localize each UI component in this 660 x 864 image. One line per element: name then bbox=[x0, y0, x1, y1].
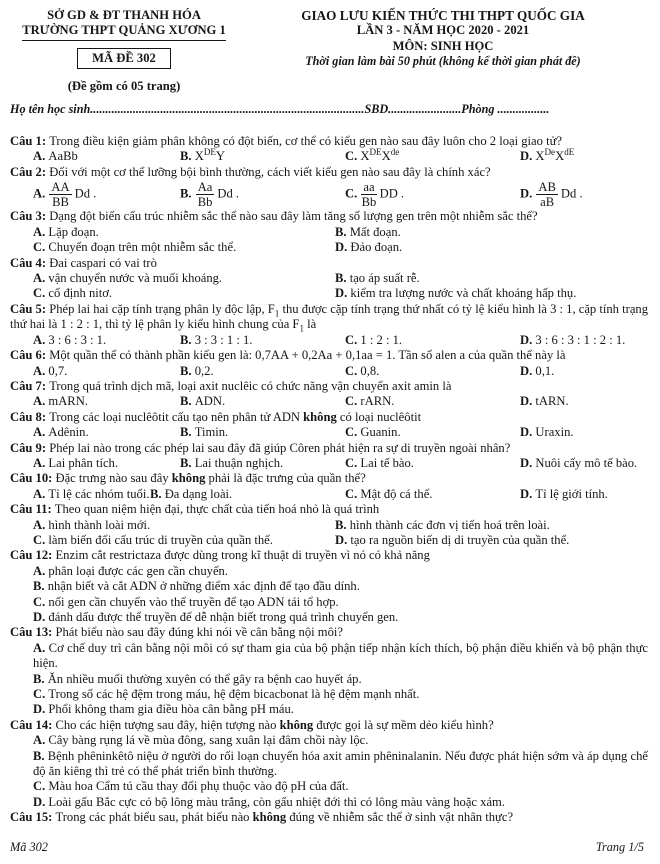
question-14 bbox=[10, 718, 648, 810]
header-left-block bbox=[10, 8, 238, 95]
exam-round: LẦN 3 - NĂM HỌC 2020 - 2021 bbox=[356, 23, 530, 38]
option-A: A. Cơ chế duy trì cân bằng nội môi có sự tham gia của bộ phận tiếp nhận kích thích, bộ phận điều khiển và bộ phận thực hiện. bbox=[33, 640, 648, 671]
answer-options bbox=[10, 487, 648, 502]
answer-options bbox=[10, 456, 648, 471]
option-C: C. XDEXde bbox=[345, 147, 400, 164]
genotype-fraction: $\frac{AA}{BB}$ bbox=[51, 180, 70, 210]
option-C: C. nối gen cần chuyển vào thể truyền để tạo ADN tái tổ hợp. bbox=[33, 594, 339, 609]
question-number: Câu 2: bbox=[10, 164, 50, 179]
option-D: D. kiểm tra lượng nước và chất khoáng hấp thụ. bbox=[335, 286, 577, 301]
option-letter: C. bbox=[345, 425, 361, 440]
question-15 bbox=[10, 810, 648, 825]
option-letter: C. bbox=[33, 532, 49, 547]
question-stem: Câu 3: Dạng đột biến cấu trúc nhiễm sắc thể nào sau đây làm tăng số lượng gen trên một nhiễm sắc thể? bbox=[10, 209, 538, 224]
option-letter: D. bbox=[520, 363, 536, 378]
question-stem: Câu 5: Phép lai hai cặp tính trạng phân ly độc lập, $F_1$ thu được cặp tính trạng thứ nhất có tỷ lệ kiểu hình là 3 : 1, cặp tính trạng thứ hai là 1 : 2 : 1, thì tỷ lệ phân ly kiểu hình chung của $F_1$ là bbox=[10, 301, 648, 334]
question-number: Câu 1: bbox=[10, 134, 50, 149]
option-B: B. Lai thuận nghịch. bbox=[180, 455, 284, 470]
genotype-fraction: $\frac{aa}{Bb}$ bbox=[361, 180, 377, 210]
page-footer bbox=[10, 840, 644, 855]
question-2 bbox=[10, 165, 648, 210]
option-letter: A. bbox=[33, 563, 49, 578]
question-number: Câu 3: bbox=[10, 209, 50, 224]
option-letter: D. bbox=[33, 794, 49, 809]
option-letter: B. bbox=[33, 579, 48, 594]
exam-code-box: MÃ ĐỀ 302 bbox=[77, 48, 171, 69]
option-letter: B. bbox=[335, 517, 350, 532]
question-number: Câu 15: bbox=[10, 810, 56, 825]
option-D: D. tạo ra nguồn biến dị di truyền của quần thể. bbox=[335, 532, 570, 547]
option-letter: D. bbox=[520, 332, 536, 347]
option-letter: C. bbox=[33, 687, 49, 702]
question-number: Câu 10: bbox=[10, 471, 56, 486]
option-D: D. 3 : 6 : 3 : 1 : 2 : 1. bbox=[520, 332, 626, 347]
question-stem: Câu 14: Cho các hiện tượng sau đây, hiện tượng nào không được gọi là sự mềm dẻo kiểu hình? bbox=[10, 717, 494, 732]
question-number: Câu 12: bbox=[10, 548, 56, 563]
question-11 bbox=[10, 502, 648, 548]
answer-options bbox=[10, 394, 648, 409]
question-stem: Câu 8: Trong các loại nuclêôtit cấu tạo nên phân tử ADN không có loại nuclêôtit bbox=[10, 409, 422, 424]
option-B: B. 3 : 3 : 1 : 1. bbox=[180, 332, 253, 347]
option-letter: A. bbox=[33, 640, 49, 655]
question-number: Câu 6: bbox=[10, 348, 50, 363]
question-7 bbox=[10, 379, 648, 410]
option-letter: A. bbox=[33, 733, 49, 748]
option-letter: B. bbox=[180, 455, 195, 470]
option-D: D. Nuôi cấy mô tế bào. bbox=[520, 455, 638, 470]
option-letter: D. bbox=[520, 425, 536, 440]
option-A: A. Cây bàng rụng lá về mùa đông, sang xuân lại đâm chồi này lộc. bbox=[33, 733, 369, 748]
option-A: A. Lai phân tích. bbox=[33, 455, 118, 470]
question-10 bbox=[10, 471, 648, 502]
answer-options bbox=[10, 364, 648, 379]
question-5 bbox=[10, 302, 648, 348]
option-letter: C. bbox=[33, 779, 49, 794]
option-letter: C. bbox=[33, 286, 49, 301]
question-stem: Câu 6: Một quần thể có thành phần kiểu gen là: 0,7AA + 0,2Aa + 0,1aa = 1. Tần số alen a của quần thể này là bbox=[10, 348, 566, 363]
option-letter: C. bbox=[345, 363, 361, 378]
option-letter: A. bbox=[33, 332, 49, 347]
option-letter: B. bbox=[335, 224, 350, 239]
option-B: B. Timin. bbox=[180, 425, 229, 440]
question-number: Câu 8: bbox=[10, 409, 50, 424]
option-A: A. 3 : 6 : 3 : 1. bbox=[33, 332, 107, 347]
option-letter: C. bbox=[33, 594, 49, 609]
option-D: D. Loài gấu Bắc cực có bộ lông màu trắng, còn gấu nhiệt đới thì có lông màu vàng hoặc xám. bbox=[33, 794, 505, 809]
question-list bbox=[10, 134, 648, 826]
option-B: B. $\frac{Aa}{Bb}$ Dd . bbox=[180, 180, 240, 210]
school-name: TRƯỜNG THPT QUẢNG XƯƠNG 1 bbox=[22, 23, 226, 40]
option-B: B. Ăn nhiều muối thường xuyên có thể gây ra bệnh cao huyết áp. bbox=[33, 671, 362, 686]
option-letter: A. bbox=[33, 486, 49, 501]
question-number: Câu 11: bbox=[10, 502, 55, 517]
option-letter: D. bbox=[33, 702, 49, 717]
option-letter: B. bbox=[180, 394, 195, 409]
option-B: B. ADN. bbox=[180, 394, 226, 409]
question-4 bbox=[10, 256, 648, 302]
exam-subject: MÔN: SINH HỌC bbox=[392, 38, 494, 53]
option-A: A. hình thành loài mới. bbox=[33, 517, 151, 532]
question-12 bbox=[10, 548, 648, 625]
option-letter: A. bbox=[33, 149, 49, 164]
option-letter: A. bbox=[33, 455, 49, 470]
option-A: A. vận chuyển nước và muối khoáng. bbox=[33, 271, 223, 286]
option-letter: B. bbox=[180, 332, 195, 347]
option-C: C. Màu hoa Cẩm tú cầu thay đổi phụ thuộc vào độ pH của đất. bbox=[33, 779, 349, 794]
option-letter: B. bbox=[335, 271, 350, 286]
option-letter: A. bbox=[33, 425, 49, 440]
question-stem: Câu 15: Trong các phát biểu sau, phát biểu nào không đúng về nhiễm sắc thể ở sinh vật nhân thực? bbox=[10, 810, 514, 825]
option-D: D. tARN. bbox=[520, 394, 569, 409]
option-letter: D. bbox=[520, 394, 536, 409]
question-9 bbox=[10, 441, 648, 472]
option-letter: C. bbox=[345, 455, 361, 470]
option-letter: D. bbox=[33, 610, 49, 624]
option-D: D. đánh dấu được thể truyền để dễ nhận biết trong quá trình chuyển gen. bbox=[33, 610, 399, 624]
option-letter: A. bbox=[33, 224, 49, 239]
question-stem: Câu 7: Trong quá trình dịch mã, loại axit nuclêic có chức năng vận chuyển axit amin là bbox=[10, 378, 452, 393]
question-6 bbox=[10, 348, 648, 379]
answer-options bbox=[10, 180, 648, 209]
option-D: D. Phổi không tham gia điều hòa cân bằng pH máu. bbox=[33, 702, 294, 717]
option-letter: B. bbox=[33, 748, 48, 763]
question-3 bbox=[10, 209, 648, 255]
answer-options bbox=[10, 564, 648, 626]
option-letter: A. bbox=[33, 363, 49, 378]
exam-duration: Thời gian làm bài 50 phút (không kể thời gian phát đề) bbox=[305, 54, 581, 69]
option-letter: B. bbox=[150, 486, 165, 501]
genotype-fraction: $\frac{AB}{aB}$ bbox=[538, 180, 556, 210]
option-letter: A. bbox=[33, 394, 49, 409]
option-A: A. Lặp đoạn. bbox=[33, 224, 99, 239]
option-letter: C. bbox=[345, 394, 361, 409]
question-stem: Câu 2: Đối với một cơ thể lưỡng bội bình thường, cách viết kiểu gen nào sau đây là chính xác? bbox=[10, 164, 491, 179]
question-number: Câu 13: bbox=[10, 625, 56, 640]
question-number: Câu 4: bbox=[10, 255, 50, 270]
option-A: A. Tỉ lệ các nhóm tuổi. bbox=[33, 486, 150, 501]
answer-options bbox=[10, 641, 648, 718]
option-letter: D. bbox=[520, 186, 536, 201]
question-13 bbox=[10, 625, 648, 717]
option-letter: D. bbox=[335, 240, 351, 255]
option-letter: C. bbox=[345, 186, 361, 201]
question-number: Câu 9: bbox=[10, 440, 50, 455]
pages-note: (Đề gồm có 05 trang) bbox=[67, 79, 181, 94]
exam-header bbox=[10, 8, 648, 95]
answer-options bbox=[10, 271, 648, 302]
option-A: A. phân loại được các gen cần chuyển. bbox=[33, 563, 228, 578]
option-letter: B. bbox=[33, 671, 48, 686]
option-C: C. cố định nitơ. bbox=[33, 286, 113, 301]
option-letter: C. bbox=[345, 332, 361, 347]
answer-options bbox=[10, 425, 648, 440]
option-letter: A. bbox=[33, 186, 49, 201]
option-letter: C. bbox=[345, 486, 361, 501]
option-C: C. rARN. bbox=[345, 394, 395, 409]
option-D: D. Tỉ lệ giới tính. bbox=[520, 486, 608, 501]
footer-exam-code: Mã 302 bbox=[10, 839, 48, 854]
question-stem: Câu 4: Đai caspari có vai trò bbox=[10, 255, 157, 270]
option-A: A. AaBb bbox=[33, 149, 78, 164]
option-D: D. Uraxin. bbox=[520, 425, 574, 440]
option-A: A. mARN. bbox=[33, 394, 88, 409]
answer-options bbox=[10, 149, 648, 164]
option-C: C. 1 : 2 : 1. bbox=[345, 332, 403, 347]
footer-page-number: Trang 1/5 bbox=[595, 839, 644, 854]
question-number: Câu 5: bbox=[10, 301, 50, 316]
option-D: D. Đảo đoạn. bbox=[335, 240, 403, 255]
option-B: B. hình thành các đơn vị tiến hoá trên loài. bbox=[335, 517, 550, 532]
option-letter: B. bbox=[180, 149, 195, 164]
answer-options bbox=[10, 333, 648, 348]
option-C: C. 0,8. bbox=[345, 363, 380, 378]
option-letter: A. bbox=[33, 517, 49, 532]
option-B: B. Mất đoạn. bbox=[335, 224, 401, 239]
question-stem: Câu 13: Phát biểu nào sau đây đúng khi nói về cân bằng nội môi? bbox=[10, 625, 343, 640]
answer-options bbox=[10, 733, 648, 810]
option-C: C. Guanin. bbox=[345, 425, 401, 440]
option-A: A. Adênin. bbox=[33, 425, 89, 440]
option-C: C. Chuyển đoạn trên một nhiễm sắc thể. bbox=[33, 240, 237, 255]
genotype-fraction: $\frac{Aa}{Bb}$ bbox=[197, 180, 213, 210]
option-C: C. $\frac{aa}{Bb}$ DD . bbox=[345, 180, 405, 210]
option-B: B. 0,2. bbox=[180, 363, 214, 378]
student-info-line: Họ tên học sinh..........................................................................................SBD........................Phòng ................. bbox=[10, 101, 550, 116]
option-letter: B. bbox=[180, 363, 195, 378]
option-C: C. Trong số các hệ đệm trong máu, hệ đệm bicacbonat là hệ đệm mạnh nhất. bbox=[33, 687, 420, 702]
option-D: D. XDeXdE bbox=[520, 147, 575, 164]
option-A: A. 0,7. bbox=[33, 363, 68, 378]
question-8 bbox=[10, 410, 648, 441]
option-letter: D. bbox=[520, 455, 536, 470]
question-stem: Câu 12: Enzim cắt restrictaza được dùng trong kĩ thuật di truyền vì nó có khả năng bbox=[10, 548, 430, 563]
option-letter: D. bbox=[520, 149, 536, 164]
option-B: B. tạo áp suất rễ. bbox=[335, 271, 420, 286]
question-number: Câu 7: bbox=[10, 378, 50, 393]
option-A: A. $\frac{AA}{BB}$ Dd . bbox=[33, 180, 97, 210]
question-stem: Câu 11: Theo quan niệm hiện đại, thực chất của tiến hoá nhỏ là quá trình bbox=[10, 502, 380, 517]
option-letter: D. bbox=[335, 532, 351, 547]
option-C: C. làm biến đổi cấu trúc di truyền của quần thể. bbox=[33, 532, 273, 547]
option-B: B. Bệnh phêninkêtô niệu ở người do rối loạn chuyển hóa axit amin phêninalanin. Nếu được phát hiện sớm và áp dụng chế độ ăn kiêng thì trẻ có thể phát triển bình thường. bbox=[33, 748, 648, 779]
question-stem: Câu 9: Phép lai nào trong các phép lai sau đây đã giúp Côren phát hiện ra sự di truyền ngoài nhân? bbox=[10, 440, 511, 455]
option-letter: A. bbox=[33, 271, 49, 286]
option-C: C. Lai tế bào. bbox=[345, 455, 414, 470]
option-C: C. Mật độ cá thể. bbox=[345, 486, 433, 501]
option-letter: C. bbox=[345, 149, 361, 164]
option-D: D. 0,1. bbox=[520, 363, 555, 378]
option-letter: B. bbox=[180, 425, 195, 440]
question-stem: Câu 10: Đặc trưng nào sau đây không phải là đặc trưng của quần thể? bbox=[10, 471, 366, 486]
option-B: B. XDEY bbox=[180, 147, 226, 164]
answer-options bbox=[10, 518, 648, 549]
department-name: SỞ GD & ĐT THANH HÓA bbox=[47, 8, 201, 22]
option-B: B. Đa dạng loài. bbox=[150, 486, 233, 501]
question-1 bbox=[10, 134, 648, 165]
option-letter: D. bbox=[335, 286, 351, 301]
option-letter: D. bbox=[520, 486, 536, 501]
option-letter: C. bbox=[33, 240, 49, 255]
question-stem: Câu 1: Trong điều kiện giảm phân không có đột biến, cơ thể có kiểu gen nào sau đây luôn cho 2 loại giao tử? bbox=[10, 134, 563, 149]
exam-title: GIAO LƯU KIẾN THỨC THI THPT QUỐC GIA bbox=[301, 8, 585, 23]
option-letter: B. bbox=[180, 186, 195, 201]
option-D: D. $\frac{AB}{aB}$ Dd . bbox=[520, 180, 583, 210]
question-number: Câu 14: bbox=[10, 717, 56, 732]
option-B: B. nhận biết và cắt ADN ở những điểm xác định để tạo đầu dính. bbox=[33, 579, 360, 594]
answer-options bbox=[10, 225, 648, 256]
header-right-block bbox=[238, 8, 648, 95]
